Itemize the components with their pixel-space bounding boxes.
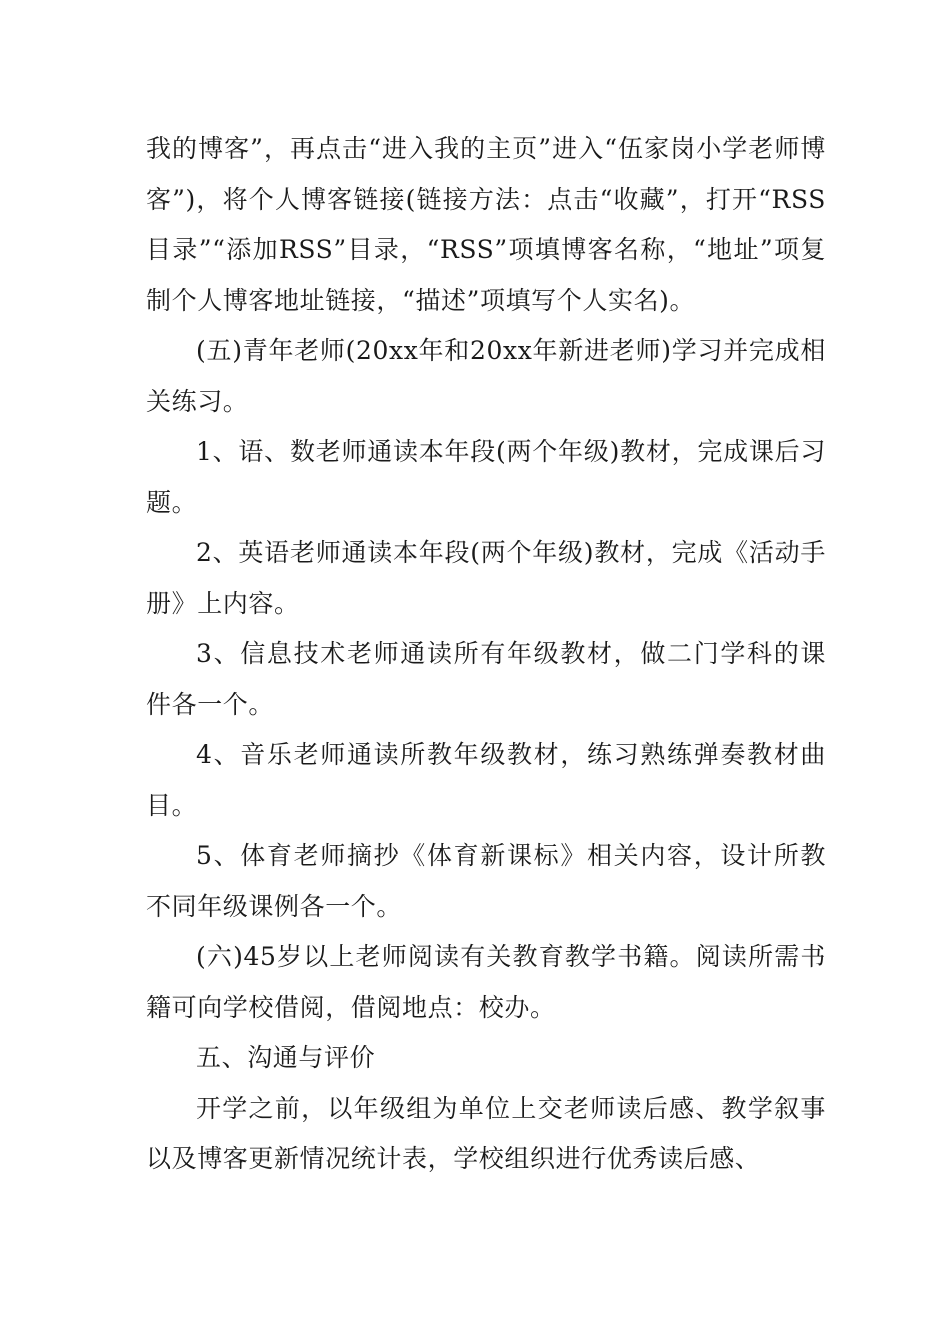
paragraph-item-3: 3、信息技术老师通读所有年级教材，做二门学科的课件各一个。: [146, 639, 826, 719]
document-body: [146, 124, 826, 1185]
paragraph-blog-link-instructions: 我的博客”，再点击“进入我的主页”进入“伍家岗小学老师博客”)，将个人博客链接(链接方法：点击“收藏”，打开“RSS目录”“添加RSS”目录，“RSS”项填博客名称，“地址”项复制个人博客地址链接，“描述”项填写个人实名)。: [146, 134, 826, 315]
section-heading-communication: 五、沟通与评价: [196, 1043, 376, 1072]
paragraph-item-1: 1、语、数老师通读本年段(两个年级)教材，完成课后习题。: [146, 437, 826, 517]
paragraph-item-5: 5、体育老师摘抄《体育新课标》相关内容，设计所教不同年级课例各一个。: [146, 841, 826, 921]
paragraph-senior-teachers: (六)45岁以上老师阅读有关教育教学书籍。阅读所需书籍可向学校借阅，借阅地点：校办。: [146, 942, 826, 1022]
paragraph-item-2: 2、英语老师通读本年段(两个年级)教材，完成《活动手册》上内容。: [146, 538, 826, 618]
paragraph-item-4: 4、音乐老师通读所教年级教材，练习熟练弹奏教材曲目。: [146, 740, 826, 820]
paragraph-evaluation: 开学之前，以年级组为单位上交老师读后感、教学叙事以及博客更新情况统计表，学校组织进行优秀读后感、: [146, 1093, 826, 1173]
paragraph-young-teachers: (五)青年老师(20xx年和20xx年新进老师)学习并完成相关练习。: [146, 336, 826, 416]
